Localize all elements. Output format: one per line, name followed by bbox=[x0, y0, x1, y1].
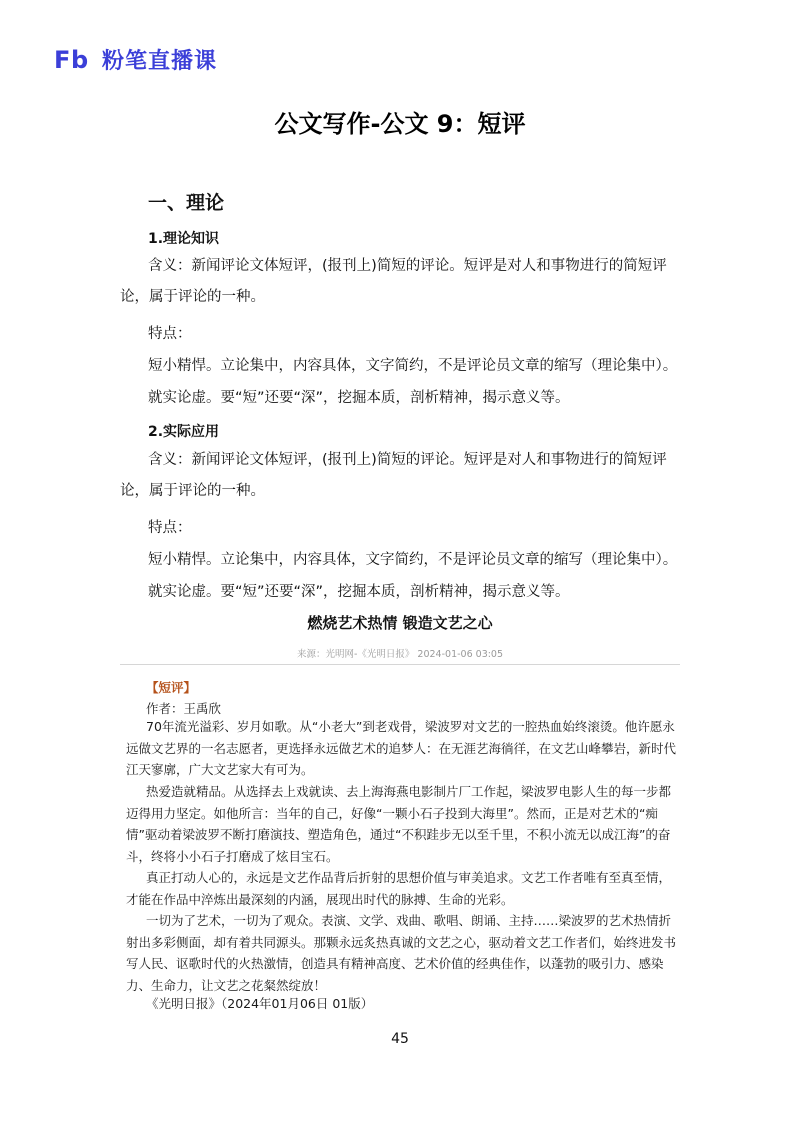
article-meta: 来源：光明网-《光明日报》 2024-01-06 03:05 bbox=[296, 649, 504, 660]
feature-item-2a: 短小精悍。立论集中，内容具体，文字简约，不是评论员文章的缩写（理论集中）。 bbox=[148, 552, 678, 568]
article-source: 《光明日报》（2024年01月06日 01版） bbox=[146, 996, 374, 1011]
page-number: 45 bbox=[391, 1031, 409, 1047]
feature-item-1a: 短小精悍。立论集中，内容具体，文字简约，不是评论员文章的缩写（理论集中）。 bbox=[148, 358, 678, 374]
subheading-practical-application: 2.实际应用 bbox=[148, 424, 220, 440]
fenbi-logo-icon: F b bbox=[54, 45, 89, 74]
brand-logo bbox=[54, 44, 217, 75]
subheading-theory-knowledge: 1.理论知识 bbox=[148, 231, 220, 247]
article-divider bbox=[120, 664, 680, 665]
feature-item-1b: 就实论虚。要“短”还要“深”，挖掘本质，剖析精神，揭示意义等。 bbox=[148, 390, 570, 406]
article-paragraph: 真正打动人心的，永远是文艺作品背后折射的思想价值与审美追求。文艺工作者唯有至真至情，才能在作品中淬炼出最深刻的内涵，展现出时代的脉搏、生命的光彩。 bbox=[126, 870, 672, 907]
features-label-2: 特点： bbox=[148, 520, 192, 536]
definition-paragraph-1: 含义：新闻评论文体短评，(报刊上)简短的评论。短评是对人和事物进行的简短评论，属于评论的一种。 bbox=[120, 258, 667, 305]
article-title: 燃烧艺术热情 锻造文艺之心 bbox=[307, 614, 493, 632]
brand-name: 粉笔直播课 bbox=[102, 49, 218, 74]
article-paragraph: 热爱造就精品。从选择去上戏就读、去上海海燕电影制片厂工作起，梁波罗电影人生的每一步都迈得用力坚定。如他所言：当年的自己，好像“一颗小石子投到大海里”。然而，正是对艺术的“痴情”驱动着梁波罗不断打磨演技、塑造角色，通过“不积跬步无以至千里，不积小流无以成江海”的奋斗，终将小小石子打磨成了炫目宝石。 bbox=[126, 784, 672, 864]
article-tag: 【短评】 bbox=[146, 680, 197, 695]
section-heading-theory: 一、理论 bbox=[148, 192, 225, 214]
article-paragraph: 70年流光溢彩、岁月如歌。从“小老大”到老戏骨，梁波罗对文艺的一腔热血始终滚烫。他许愿永远做文艺界的一名志愿者，更选择永远做艺术的追梦人：在无涯艺海徜徉，在文艺山峰攀岩，新时代江天寥廓，广大文艺家大有可为。 bbox=[126, 719, 677, 778]
features-label-1: 特点： bbox=[148, 326, 192, 342]
feature-item-2b: 就实论虚。要“短”还要“深”，挖掘本质，剖析精神，揭示意义等。 bbox=[148, 584, 570, 600]
definition-paragraph-2: 含义：新闻评论文体短评，(报刊上)简短的评论。短评是对人和事物进行的简短评论，属于评论的一种。 bbox=[120, 452, 667, 499]
article-author: 作者：王禹欣 bbox=[146, 701, 222, 716]
page-title: 公文写作-公文 9：短评 bbox=[274, 110, 526, 138]
article-paragraph: 一切为了艺术，一切为了观众。表演、文学、戏曲、歌唱、朗诵、主持……梁波罗的艺术热情折射出多彩侧面，却有着共同源头。那颗永远炙热真诚的文艺之心，驱动着文艺工作者们，始终进发书写人民、讴歌时代的火热激情，创造具有精神高度、艺术价值的经典佳作，以蓬勃的吸引力、感染力、生命力，让文艺之花粲然绽放！ bbox=[126, 913, 677, 993]
